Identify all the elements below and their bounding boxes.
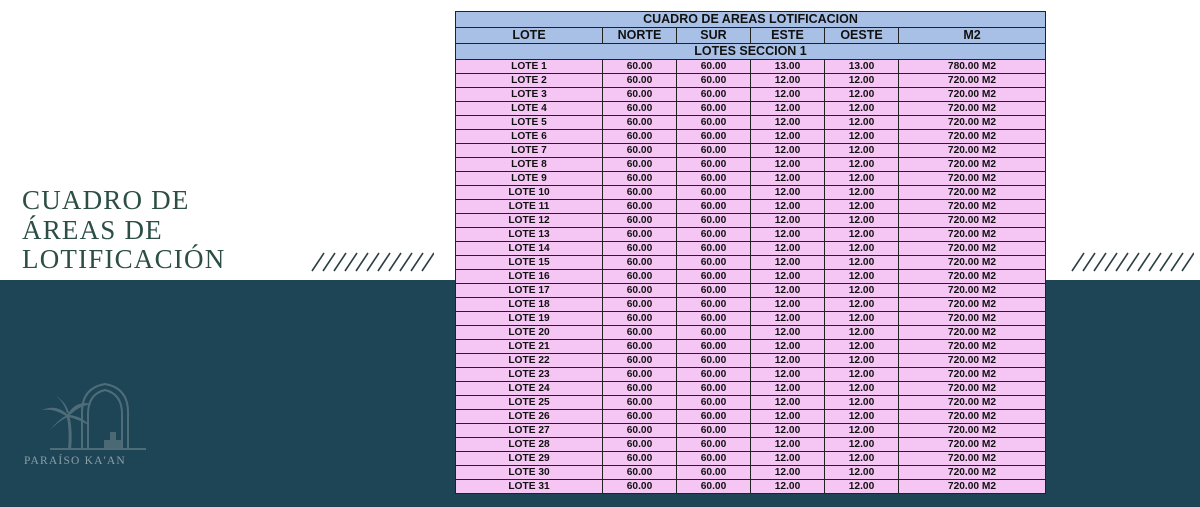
cell-este: 12.00	[751, 158, 825, 172]
cell-norte: 60.00	[603, 326, 677, 340]
cell-norte: 60.00	[603, 116, 677, 130]
cell-lote: LOTE 27	[456, 424, 603, 438]
cell-este: 12.00	[751, 480, 825, 494]
cell-oeste: 12.00	[825, 396, 899, 410]
cell-este: 12.00	[751, 74, 825, 88]
cell-sur: 60.00	[677, 284, 751, 298]
cell-este: 12.00	[751, 270, 825, 284]
cell-este: 12.00	[751, 172, 825, 186]
cell-lote: LOTE 1	[456, 60, 603, 74]
cell-lote: LOTE 14	[456, 242, 603, 256]
cell-oeste: 13.00	[825, 60, 899, 74]
section-header: LOTES SECCION 1	[456, 44, 1046, 60]
table-row	[456, 116, 1046, 130]
cell-oeste: 12.00	[825, 242, 899, 256]
cell-m2: 720.00 M2	[899, 326, 1046, 340]
cell-sur: 60.00	[677, 186, 751, 200]
cell-sur: 60.00	[677, 312, 751, 326]
table-title: CUADRO DE AREAS LOTIFICACION	[456, 12, 1046, 28]
cell-lote: LOTE 17	[456, 284, 603, 298]
cell-este: 12.00	[751, 424, 825, 438]
cell-norte: 60.00	[603, 256, 677, 270]
cell-este: 12.00	[751, 214, 825, 228]
cell-norte: 60.00	[603, 410, 677, 424]
cell-lote: LOTE 18	[456, 298, 603, 312]
cell-lote: LOTE 26	[456, 410, 603, 424]
brand-name: PARAÍSO KA'AN	[24, 455, 126, 467]
cell-sur: 60.00	[677, 158, 751, 172]
cell-sur: 60.00	[677, 298, 751, 312]
cell-oeste: 12.00	[825, 200, 899, 214]
table-row	[456, 130, 1046, 144]
column-header-norte: NORTE	[603, 28, 677, 44]
cell-oeste: 12.00	[825, 116, 899, 130]
table-row	[456, 158, 1046, 172]
cell-oeste: 12.00	[825, 74, 899, 88]
cell-norte: 60.00	[603, 186, 677, 200]
cell-este: 12.00	[751, 144, 825, 158]
cell-lote: LOTE 10	[456, 186, 603, 200]
cell-lote: LOTE 23	[456, 368, 603, 382]
cell-m2: 720.00 M2	[899, 424, 1046, 438]
cell-oeste: 12.00	[825, 452, 899, 466]
cell-m2: 780.00 M2	[899, 60, 1046, 74]
cell-oeste: 12.00	[825, 382, 899, 396]
table-row	[456, 200, 1046, 214]
cell-este: 12.00	[751, 130, 825, 144]
cell-lote: LOTE 28	[456, 438, 603, 452]
cell-oeste: 12.00	[825, 186, 899, 200]
cell-sur: 60.00	[677, 242, 751, 256]
cell-norte: 60.00	[603, 130, 677, 144]
cell-este: 12.00	[751, 228, 825, 242]
cell-lote: LOTE 11	[456, 200, 603, 214]
cell-m2: 720.00 M2	[899, 172, 1046, 186]
cell-lote: LOTE 22	[456, 354, 603, 368]
cell-oeste: 12.00	[825, 130, 899, 144]
cell-este: 12.00	[751, 88, 825, 102]
cell-este: 12.00	[751, 382, 825, 396]
cell-sur: 60.00	[677, 214, 751, 228]
cell-sur: 60.00	[677, 410, 751, 424]
column-header-este: ESTE	[751, 28, 825, 44]
table-row	[456, 410, 1046, 424]
table-row	[456, 172, 1046, 186]
cell-norte: 60.00	[603, 284, 677, 298]
cell-m2: 720.00 M2	[899, 116, 1046, 130]
cell-sur: 60.00	[677, 116, 751, 130]
side-title-line-2: ÁREAS DE	[22, 214, 163, 245]
cell-m2: 720.00 M2	[899, 144, 1046, 158]
table-row	[456, 74, 1046, 88]
cell-m2: 720.00 M2	[899, 102, 1046, 116]
table-row	[456, 60, 1046, 74]
cell-norte: 60.00	[603, 270, 677, 284]
cell-este: 12.00	[751, 256, 825, 270]
cell-lote: LOTE 6	[456, 130, 603, 144]
cell-oeste: 12.00	[825, 354, 899, 368]
cell-oeste: 12.00	[825, 410, 899, 424]
cell-sur: 60.00	[677, 354, 751, 368]
cell-sur: 60.00	[677, 326, 751, 340]
cell-norte: 60.00	[603, 312, 677, 326]
cell-m2: 720.00 M2	[899, 382, 1046, 396]
cell-este: 13.00	[751, 60, 825, 74]
table-row	[456, 424, 1046, 438]
cell-lote: LOTE 12	[456, 214, 603, 228]
hatch-lines-right-icon	[1070, 252, 1194, 272]
table-row	[456, 214, 1046, 228]
cell-oeste: 12.00	[825, 256, 899, 270]
cell-norte: 60.00	[603, 340, 677, 354]
cell-norte: 60.00	[603, 200, 677, 214]
cell-m2: 720.00 M2	[899, 354, 1046, 368]
cell-este: 12.00	[751, 410, 825, 424]
cell-oeste: 12.00	[825, 368, 899, 382]
cell-este: 12.00	[751, 368, 825, 382]
table-row	[456, 186, 1046, 200]
cell-norte: 60.00	[603, 382, 677, 396]
cell-oeste: 12.00	[825, 438, 899, 452]
cell-m2: 720.00 M2	[899, 130, 1046, 144]
cell-norte: 60.00	[603, 60, 677, 74]
table-row	[456, 354, 1046, 368]
cell-lote: LOTE 9	[456, 172, 603, 186]
cell-sur: 60.00	[677, 382, 751, 396]
cell-lote: LOTE 8	[456, 158, 603, 172]
cell-norte: 60.00	[603, 438, 677, 452]
column-header-sur: SUR	[677, 28, 751, 44]
table-row	[456, 326, 1046, 340]
cell-lote: LOTE 31	[456, 480, 603, 494]
cell-lote: LOTE 29	[456, 452, 603, 466]
cell-norte: 60.00	[603, 158, 677, 172]
side-title	[22, 186, 322, 275]
cell-m2: 720.00 M2	[899, 256, 1046, 270]
cell-lote: LOTE 3	[456, 88, 603, 102]
cell-oeste: 12.00	[825, 466, 899, 480]
cell-este: 12.00	[751, 466, 825, 480]
cell-norte: 60.00	[603, 452, 677, 466]
cell-lote: LOTE 30	[456, 466, 603, 480]
cell-lote: LOTE 13	[456, 228, 603, 242]
cell-sur: 60.00	[677, 144, 751, 158]
cell-este: 12.00	[751, 284, 825, 298]
cell-m2: 720.00 M2	[899, 466, 1046, 480]
cell-norte: 60.00	[603, 424, 677, 438]
table-row	[456, 396, 1046, 410]
cell-sur: 60.00	[677, 466, 751, 480]
cell-lote: LOTE 2	[456, 74, 603, 88]
table-row	[456, 102, 1046, 116]
cell-sur: 60.00	[677, 452, 751, 466]
cell-sur: 60.00	[677, 480, 751, 494]
cell-este: 12.00	[751, 312, 825, 326]
cell-este: 12.00	[751, 200, 825, 214]
table-row	[456, 144, 1046, 158]
cell-m2: 720.00 M2	[899, 284, 1046, 298]
cell-oeste: 12.00	[825, 312, 899, 326]
cell-norte: 60.00	[603, 396, 677, 410]
cell-oeste: 12.00	[825, 88, 899, 102]
cell-norte: 60.00	[603, 354, 677, 368]
cell-este: 12.00	[751, 186, 825, 200]
column-header-lote: LOTE	[456, 28, 603, 44]
cell-este: 12.00	[751, 242, 825, 256]
cell-m2: 720.00 M2	[899, 410, 1046, 424]
cell-oeste: 12.00	[825, 270, 899, 284]
cell-sur: 60.00	[677, 172, 751, 186]
cell-m2: 720.00 M2	[899, 158, 1046, 172]
table-header-row	[456, 28, 1046, 44]
cell-lote: LOTE 7	[456, 144, 603, 158]
cell-m2: 720.00 M2	[899, 74, 1046, 88]
cell-m2: 720.00 M2	[899, 228, 1046, 242]
cell-norte: 60.00	[603, 298, 677, 312]
table-row	[456, 480, 1046, 494]
table-row	[456, 466, 1046, 480]
cell-m2: 720.00 M2	[899, 312, 1046, 326]
table-row	[456, 382, 1046, 396]
cell-norte: 60.00	[603, 242, 677, 256]
cell-m2: 720.00 M2	[899, 480, 1046, 494]
cell-m2: 720.00 M2	[899, 298, 1046, 312]
cell-oeste: 12.00	[825, 172, 899, 186]
cell-oeste: 12.00	[825, 102, 899, 116]
cell-este: 12.00	[751, 326, 825, 340]
cell-oeste: 12.00	[825, 424, 899, 438]
cell-sur: 60.00	[677, 102, 751, 116]
cell-lote: LOTE 25	[456, 396, 603, 410]
cell-este: 12.00	[751, 102, 825, 116]
cell-sur: 60.00	[677, 256, 751, 270]
cell-sur: 60.00	[677, 60, 751, 74]
cell-lote: LOTE 21	[456, 340, 603, 354]
side-title-line-3: LOTIFICACIÓN	[22, 244, 226, 274]
table-row	[456, 340, 1046, 354]
cell-lote: LOTE 4	[456, 102, 603, 116]
cell-oeste: 12.00	[825, 144, 899, 158]
cell-sur: 60.00	[677, 396, 751, 410]
cell-lote: LOTE 5	[456, 116, 603, 130]
cell-oeste: 12.00	[825, 228, 899, 242]
cell-norte: 60.00	[603, 228, 677, 242]
cell-m2: 720.00 M2	[899, 340, 1046, 354]
cell-este: 12.00	[751, 354, 825, 368]
hatch-lines-left-icon	[310, 252, 434, 272]
cell-m2: 720.00 M2	[899, 396, 1046, 410]
cell-oeste: 12.00	[825, 214, 899, 228]
cell-oeste: 12.00	[825, 326, 899, 340]
cell-norte: 60.00	[603, 144, 677, 158]
cell-oeste: 12.00	[825, 480, 899, 494]
cell-sur: 60.00	[677, 438, 751, 452]
cell-sur: 60.00	[677, 228, 751, 242]
table-row	[456, 88, 1046, 102]
table-row	[456, 284, 1046, 298]
column-header-oeste: OESTE	[825, 28, 899, 44]
cell-oeste: 12.00	[825, 340, 899, 354]
cell-lote: LOTE 16	[456, 270, 603, 284]
cell-norte: 60.00	[603, 368, 677, 382]
table-row	[456, 452, 1046, 466]
column-header-m2: M2	[899, 28, 1046, 44]
cell-sur: 60.00	[677, 74, 751, 88]
cell-sur: 60.00	[677, 424, 751, 438]
cell-lote: LOTE 19	[456, 312, 603, 326]
cell-oeste: 12.00	[825, 298, 899, 312]
cell-lote: LOTE 24	[456, 382, 603, 396]
table-row	[456, 438, 1046, 452]
cell-norte: 60.00	[603, 172, 677, 186]
cell-norte: 60.00	[603, 466, 677, 480]
cell-m2: 720.00 M2	[899, 214, 1046, 228]
table-row	[456, 368, 1046, 382]
table-row	[456, 312, 1046, 326]
cell-sur: 60.00	[677, 200, 751, 214]
cell-este: 12.00	[751, 438, 825, 452]
cell-m2: 720.00 M2	[899, 200, 1046, 214]
table-row	[456, 242, 1046, 256]
cell-oeste: 12.00	[825, 284, 899, 298]
cell-m2: 720.00 M2	[899, 242, 1046, 256]
cell-sur: 60.00	[677, 368, 751, 382]
cell-m2: 720.00 M2	[899, 438, 1046, 452]
cell-este: 12.00	[751, 298, 825, 312]
table-row	[456, 228, 1046, 242]
cell-norte: 60.00	[603, 74, 677, 88]
cell-este: 12.00	[751, 452, 825, 466]
cell-lote: LOTE 20	[456, 326, 603, 340]
cell-sur: 60.00	[677, 130, 751, 144]
table-row	[456, 298, 1046, 312]
cell-sur: 60.00	[677, 88, 751, 102]
cell-norte: 60.00	[603, 480, 677, 494]
cell-m2: 720.00 M2	[899, 452, 1046, 466]
table-row	[456, 256, 1046, 270]
cell-lote: LOTE 15	[456, 256, 603, 270]
cell-m2: 720.00 M2	[899, 270, 1046, 284]
cell-este: 12.00	[751, 396, 825, 410]
cell-norte: 60.00	[603, 88, 677, 102]
cell-norte: 60.00	[603, 214, 677, 228]
cell-m2: 720.00 M2	[899, 368, 1046, 382]
cell-este: 12.00	[751, 340, 825, 354]
cell-oeste: 12.00	[825, 158, 899, 172]
table-row	[456, 270, 1046, 284]
side-title-line-1: CUADRO DE	[22, 185, 190, 215]
cell-m2: 720.00 M2	[899, 88, 1046, 102]
cell-sur: 60.00	[677, 270, 751, 284]
cell-sur: 60.00	[677, 340, 751, 354]
lot-areas-table	[455, 11, 1046, 494]
cell-m2: 720.00 M2	[899, 186, 1046, 200]
cell-norte: 60.00	[603, 102, 677, 116]
cell-este: 12.00	[751, 116, 825, 130]
